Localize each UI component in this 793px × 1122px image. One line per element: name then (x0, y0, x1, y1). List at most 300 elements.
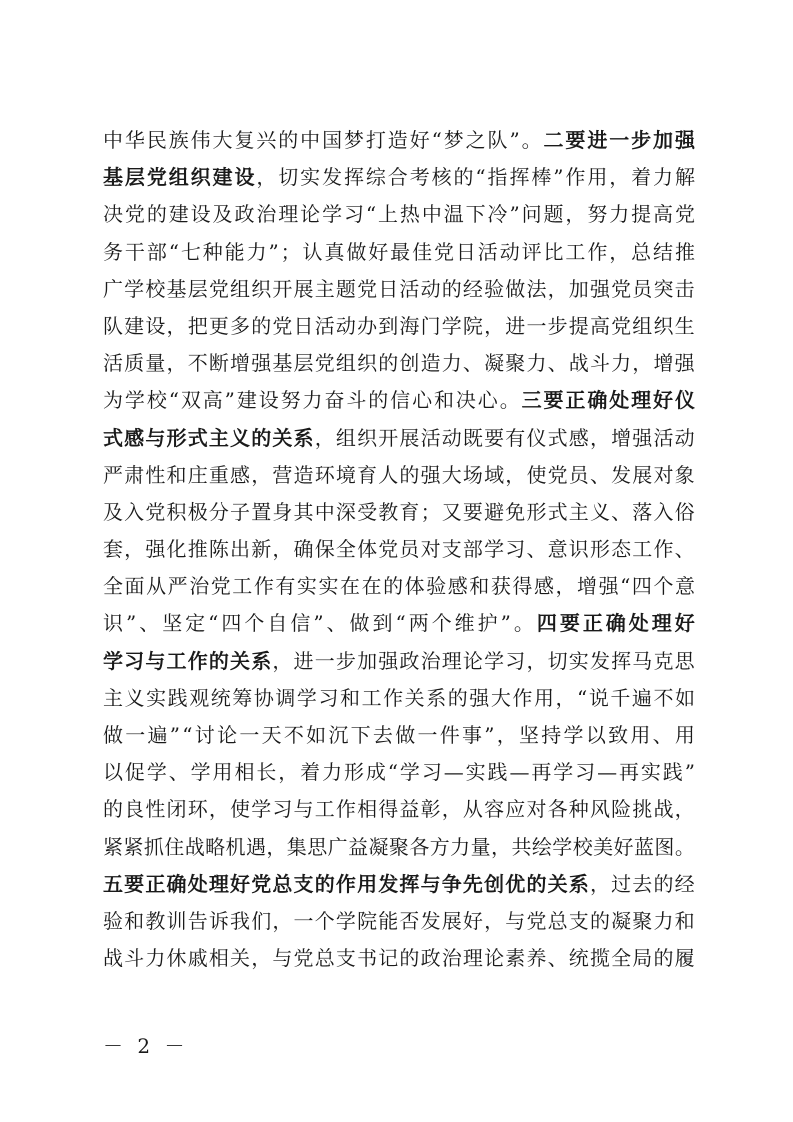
text-char: 域 (484, 462, 505, 487)
text-char: 要 (462, 499, 483, 524)
text-char: ， (272, 908, 293, 933)
text-char: 学 (399, 760, 420, 785)
bold-char: 用 (357, 871, 378, 896)
text-char: 强 (251, 351, 272, 376)
text-char: 仪 (526, 425, 547, 450)
text-char: 面 (124, 574, 145, 599)
text-char: 华 (124, 128, 145, 152)
text-char: 识 (103, 611, 123, 636)
bold-char: 的 (526, 871, 547, 896)
text-char: 党 (433, 239, 454, 264)
text-char: 聚 (505, 351, 526, 376)
text-char: 紧 (103, 834, 123, 859)
bold-char: 与 (145, 425, 166, 450)
text-char: 积 (166, 499, 187, 524)
text-char: 支 (441, 537, 462, 562)
text-char: 结 (653, 239, 674, 264)
bold-char: 的 (251, 425, 272, 450)
text-char: 打 (365, 128, 386, 152)
text-char: 应 (505, 797, 526, 822)
text-char: 棒 (531, 165, 552, 190)
bold-char: 三 (521, 388, 542, 413)
text-char: 能 (224, 239, 245, 264)
text-char: 的 (399, 462, 420, 487)
text-char: 合 (387, 165, 408, 190)
text-char: ， (555, 685, 576, 710)
text-char: 去 (632, 871, 653, 896)
text-char: 蓝 (633, 834, 654, 859)
text-char: 。 (513, 611, 534, 636)
text-char: 持 (541, 723, 562, 747)
text-char: “ (577, 685, 588, 710)
text-char: 素 (505, 946, 526, 971)
text-char: — (443, 760, 464, 785)
text-char: 员 (568, 462, 589, 487)
text-char: 定 (185, 611, 206, 636)
text-char: 力 (653, 165, 674, 190)
text-char: 学 (563, 723, 584, 747)
bold-char: 正 (145, 871, 166, 896)
text-char: 实 (640, 760, 661, 785)
text-char: ； (280, 239, 301, 264)
text-char: 日 (455, 239, 476, 264)
text-char: 步 (335, 648, 356, 673)
text-char: 践 (167, 685, 188, 710)
bold-char: 理 (651, 611, 672, 636)
bold-char: 系 (251, 648, 272, 673)
text-char: 信 (290, 611, 311, 636)
text-char: 用 (674, 723, 695, 747)
text-line (103, 308, 695, 345)
text-char: 强 (420, 462, 441, 487)
text-char: 量 (470, 834, 491, 859)
text-char: 展 (293, 276, 314, 301)
text-char: 实 (568, 648, 589, 673)
text-char: 新 (251, 537, 272, 562)
text-char: 庄 (187, 462, 208, 487)
text-char: 上 (378, 202, 399, 227)
text-char: 校 (572, 834, 593, 859)
bold-char: 创 (484, 871, 505, 896)
text-char: 。 (521, 128, 542, 152)
text-char: 相 (234, 760, 255, 785)
text-char: 组 (632, 313, 653, 338)
text-char: “ (395, 611, 406, 636)
bold-char: 感 (124, 425, 145, 450)
text-char: 系 (426, 685, 447, 710)
text-line (103, 122, 695, 159)
text-char: 理 (441, 648, 462, 673)
text-char: 步 (547, 313, 568, 338)
bold-char: 关 (547, 871, 568, 896)
text-char: 与 (293, 797, 314, 822)
text-char: 比 (543, 239, 564, 264)
text-char: 既 (462, 425, 483, 450)
text-char: 养 (526, 946, 547, 971)
text-char: 彰 (420, 797, 441, 822)
text-char: 做 (346, 239, 367, 264)
text-char: 重 (208, 462, 229, 487)
text-char: 、 (589, 462, 610, 487)
text-char: 双 (180, 388, 201, 413)
text-char: 遇 (245, 834, 266, 859)
text-char: 意 (547, 537, 568, 562)
text-char: 置 (251, 499, 272, 524)
text-char: 全 (611, 946, 632, 971)
text-char: 组 (335, 351, 356, 376)
text-char: 学 (146, 760, 167, 785)
text-char: 力 (145, 946, 166, 971)
text-char: 落 (632, 499, 653, 524)
text-char: — (509, 760, 530, 785)
text-char: 的 (441, 276, 462, 301)
text-char: 大 (441, 462, 462, 487)
text-line (103, 234, 695, 271)
text-char: ， (632, 351, 653, 376)
text-char: ； (420, 499, 441, 524)
text-char: 造 (293, 462, 314, 487)
text-char: 中 (300, 128, 321, 152)
text-char: 住 (164, 834, 185, 859)
text-char: 如 (675, 685, 695, 710)
text-char: ， (166, 313, 187, 338)
text-char: 去 (372, 723, 393, 747)
bold-char: 理 (631, 388, 652, 413)
bold-char: 优 (505, 871, 526, 896)
text-char: 揽 (589, 946, 610, 971)
text-char: 从 (462, 797, 483, 822)
text-char: 。 (499, 388, 520, 413)
text-char: 的 (653, 871, 674, 896)
text-char: 学 (296, 685, 317, 710)
text-char: 习 (505, 537, 526, 562)
text-char: 受 (357, 499, 378, 524)
page-number: － 2 － (103, 1034, 189, 1058)
text-char: 建 (124, 313, 145, 338)
text-char: 梦 (343, 128, 364, 152)
text-char: 基 (166, 276, 187, 301)
text-char: 增 (230, 351, 251, 376)
text-char: 对 (526, 797, 547, 822)
text-char: 环 (314, 462, 335, 487)
text-char: 治 (441, 946, 462, 971)
text-char: 如 (306, 723, 327, 747)
text-char: 挥 (611, 648, 632, 673)
text-char: 问 (521, 202, 542, 227)
text-char: 更 (208, 313, 229, 338)
text-char: 个 (653, 574, 674, 599)
text-char: 聚 (632, 908, 653, 933)
text-char: 实 (146, 685, 167, 710)
text-char: ， (505, 462, 526, 487)
text-char: 好 (368, 239, 389, 264)
text-char: 设 (258, 388, 279, 413)
text-char: 党 (674, 202, 695, 227)
text-char: 能 (378, 908, 399, 933)
text-char: 护 (477, 611, 498, 636)
text-char: 设 (190, 202, 211, 227)
text-char: 战 (184, 834, 205, 859)
text-char: 强 (145, 537, 166, 562)
bold-char: 的 (208, 648, 229, 673)
text-char: ” (484, 723, 495, 747)
text-char: 增 (653, 351, 674, 376)
text-char: 支 (568, 908, 589, 933)
text-char: 日 (378, 276, 399, 301)
text-char: 一 (125, 723, 146, 747)
text-char: 梦 (443, 128, 464, 152)
text-char: 强 (469, 685, 490, 710)
text-char: 坚 (519, 723, 540, 747)
text-char: 训 (166, 908, 187, 933)
text-char: 工 (232, 574, 253, 599)
text-char: 国 (322, 128, 343, 152)
text-line (103, 829, 695, 866)
text-char: 学 (484, 537, 505, 562)
text-char: 员 (632, 276, 653, 301)
text-char: 务 (103, 239, 123, 264)
bold-char: 基 (103, 165, 123, 190)
text-char: 有 (505, 425, 526, 450)
text-char: 努 (587, 202, 608, 227)
text-char: 、 (611, 499, 632, 524)
text-char: 强 (589, 276, 610, 301)
text-char: 套 (103, 537, 123, 562)
text-char: 出 (230, 537, 251, 562)
text-char: 冷 (487, 202, 508, 227)
text-line (103, 457, 695, 494)
text-char: 遍 (631, 685, 652, 710)
text-char: “ (475, 165, 486, 190)
text-char: ， (484, 313, 505, 338)
text-char: 不 (283, 723, 304, 747)
text-line (103, 159, 695, 196)
text-char: 努 (280, 388, 301, 413)
text-char: 政 (399, 648, 420, 673)
text-char: 开 (378, 425, 399, 450)
text-char: 民 (146, 128, 167, 152)
text-char: 工 (632, 537, 653, 562)
text-char: 门 (420, 313, 441, 338)
bold-char: 处 (628, 611, 649, 636)
text-char: 益 (348, 834, 369, 859)
text-char: 坚 (162, 611, 183, 636)
text-char: 各 (409, 834, 430, 859)
text-char: 用 (533, 685, 554, 710)
text-char: 关 (230, 946, 251, 971)
text-char: 活 (399, 276, 420, 301)
bold-char: 好 (653, 388, 674, 413)
text-char: 推 (674, 239, 695, 264)
text-char: 俗 (674, 499, 695, 524)
bold-char: 确 (587, 388, 608, 413)
text-char: 发 (589, 648, 610, 673)
bold-char: 党 (251, 871, 272, 896)
text-char: 主 (568, 499, 589, 524)
text-char: 及 (103, 499, 123, 524)
text-char: 党 (210, 574, 231, 599)
text-char: 动 (420, 276, 441, 301)
text-char: 意 (675, 574, 695, 599)
text-line (103, 940, 695, 977)
text-char: 个 (314, 908, 335, 933)
text-char: “ (208, 611, 219, 636)
bold-char: 步 (631, 128, 652, 152)
bold-char: 设 (234, 165, 255, 190)
text-char: 创 (399, 351, 420, 376)
text-char: 总 (631, 239, 652, 264)
text-char: 作 (512, 685, 533, 710)
text-char: 治 (189, 574, 210, 599)
text-char: 队 (103, 313, 123, 338)
text-char: ， (272, 648, 293, 673)
bold-char: 好 (230, 871, 251, 896)
text-char: 营 (272, 462, 293, 487)
text-char: 党 (293, 946, 314, 971)
bold-char: 义 (230, 425, 251, 450)
text-char: 从 (146, 574, 167, 599)
text-char: ， (278, 760, 299, 785)
text-char: 部 (462, 537, 483, 562)
text-char: 保 (314, 537, 335, 562)
text-char: ， (251, 462, 272, 487)
bold-char: 发 (378, 871, 399, 896)
text-char: 作 (565, 165, 586, 190)
bold-char: 总 (272, 871, 293, 896)
text-char: 实 (296, 574, 317, 599)
bold-char: 四 (536, 611, 557, 636)
text-char: 使 (526, 462, 547, 487)
text-char: “ (168, 239, 179, 264)
bold-char: 仪 (674, 388, 695, 413)
text-char: 。 (674, 834, 695, 859)
text-char: 织 (357, 351, 378, 376)
text-char: 增 (611, 425, 632, 450)
text-line (103, 345, 695, 382)
text-char: 校 (146, 388, 167, 413)
text-char: 否 (399, 908, 420, 933)
text-char: 设 (145, 313, 166, 338)
text-char: 力 (322, 760, 343, 785)
text-char: 力 (450, 834, 471, 859)
text-char: 心 (412, 388, 433, 413)
text-char: 日 (293, 313, 314, 338)
text-char: 办 (357, 313, 378, 338)
text-char: 活 (653, 425, 674, 450)
text-char: 在 (361, 574, 382, 599)
text-char: 免 (505, 499, 526, 524)
text-char: 力 (611, 351, 632, 376)
text-char: ” (268, 239, 279, 264)
text-char: 力 (302, 388, 323, 413)
text-char: 以 (103, 760, 123, 785)
text-char: 经 (674, 871, 695, 896)
bold-char: 主 (208, 425, 229, 450)
text-char: 信 (390, 388, 411, 413)
text-char: ， (314, 425, 335, 450)
text-char: 切 (278, 165, 299, 190)
text-char: 一 (526, 313, 547, 338)
text-char: 发 (322, 165, 343, 190)
text-char: 党 (611, 313, 632, 338)
text-char: “ (182, 723, 193, 747)
text-char: 形 (526, 499, 547, 524)
text-char: 美 (593, 834, 614, 859)
text-char: ， (547, 276, 568, 301)
text-char: 使 (230, 797, 251, 822)
text-char: ” (684, 760, 695, 785)
text-char: 中 (314, 499, 335, 524)
text-char: 进 (293, 648, 314, 673)
text-char: 到 (378, 313, 399, 338)
text-char: 式 (547, 425, 568, 450)
text-char: ， (491, 834, 512, 859)
text-char: 造 (387, 128, 408, 152)
text-char: 校 (145, 276, 166, 301)
text-char: 和 (340, 685, 361, 710)
text-char: 凝 (611, 908, 632, 933)
text-char: 极 (187, 499, 208, 524)
text-char: 提 (631, 202, 652, 227)
text-char: ， (208, 797, 229, 822)
text-char: 以 (585, 723, 606, 747)
text-char: 工 (361, 685, 382, 710)
text-char: 记 (378, 946, 399, 971)
text-char: 凝 (368, 834, 389, 859)
text-char: 抓 (143, 834, 164, 859)
text-char: 中 (421, 202, 442, 227)
text-line (103, 903, 695, 940)
text-char: 为 (103, 388, 123, 413)
text-char: 筹 (232, 685, 253, 710)
text-char: 挥 (343, 165, 364, 190)
text-char: 一 (293, 908, 314, 933)
text-char: 一 (239, 723, 260, 747)
text-char: 力 (246, 239, 267, 264)
text-char: 休 (166, 946, 187, 971)
text-char: 沉 (328, 723, 349, 747)
text-char: 对 (420, 537, 441, 562)
bold-char: 一 (609, 128, 630, 152)
text-char: 化 (166, 537, 187, 562)
text-char: 题 (543, 202, 564, 227)
text-char: 学 (335, 908, 356, 933)
text-char: 、 (168, 760, 189, 785)
text-char: 确 (293, 537, 314, 562)
text-char: 部 (146, 239, 167, 264)
text-line (103, 866, 695, 903)
text-char: 下 (350, 723, 371, 747)
text-char: 党 (272, 313, 293, 338)
text-char: 方 (429, 834, 450, 859)
text-char: 教 (145, 908, 166, 933)
text-char: 陈 (208, 537, 229, 562)
text-char: 战 (568, 351, 589, 376)
text-char: 治 (256, 202, 277, 227)
text-char: 党 (611, 276, 632, 301)
text-char: 致 (608, 723, 629, 747)
bold-char: 处 (609, 388, 630, 413)
bold-char: 要 (565, 128, 586, 152)
text-char: 奋 (324, 388, 345, 413)
text-char: 海 (399, 313, 420, 338)
text-char: ， (565, 202, 586, 227)
text-char: ， (609, 165, 630, 190)
text-char: 论 (484, 946, 505, 971)
text-char: 戚 (187, 946, 208, 971)
text-char: 和 (433, 388, 454, 413)
text-char: 作 (335, 797, 356, 822)
